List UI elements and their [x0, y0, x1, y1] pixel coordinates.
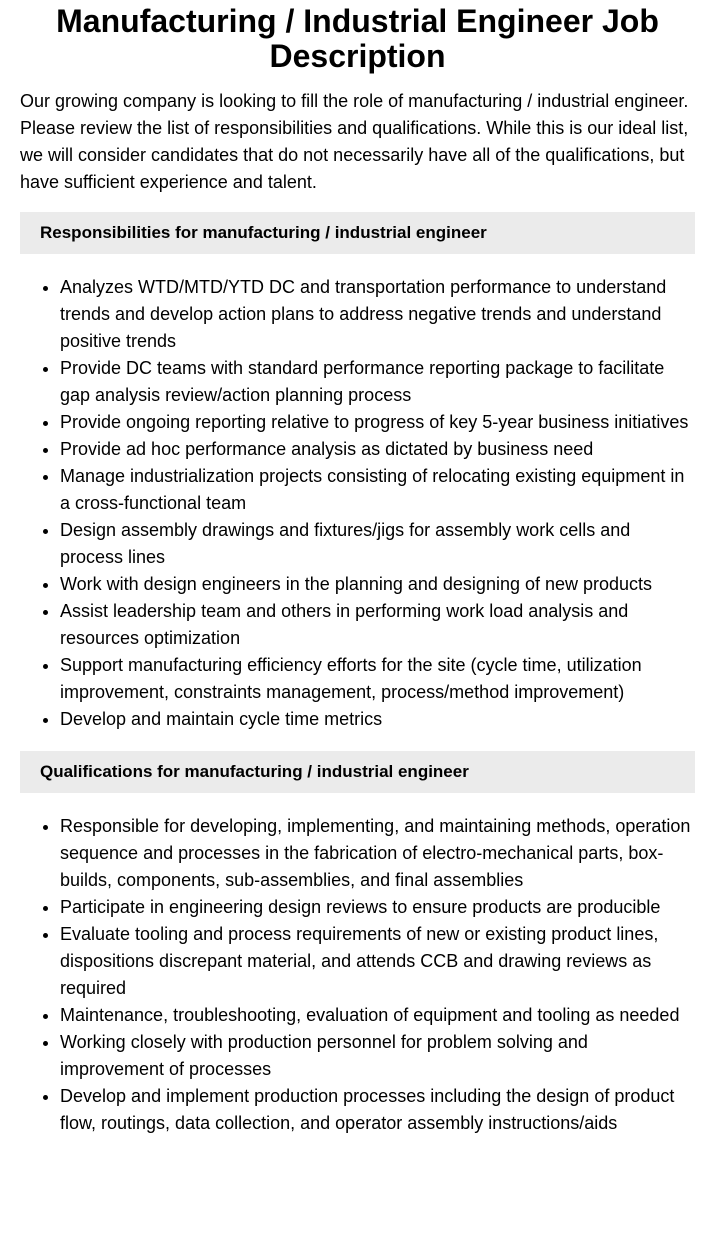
list-item: • Maintenance, troubleshooting, evaluation of equipment and tooling as needed — [60, 1002, 695, 1029]
list-item: • Provide DC teams with standard performance reporting package to facilitate gap analysis review/action planning process — [60, 355, 695, 409]
intro-paragraph: Our growing company is looking to fill the role of manufacturing / industrial engineer. Please review the list of responsibilities and qualifications. While this is our ideal list, we will consider candidates that do not necessarily have all of the qualifications, but have sufficient experience and talent. — [20, 91, 689, 192]
page-title: Manufacturing / Industrial Engineer Job Description — [56, 3, 659, 74]
list-item: • Develop and implement production processes including the design of product flow, routings, data collection, and operator assembly instructions/aids — [60, 1083, 695, 1137]
list-item: • Manage industrialization projects consisting of relocating existing equipment in a cross-functional team — [60, 463, 695, 517]
list-item: • Provide ad hoc performance analysis as dictated by business need — [60, 436, 695, 463]
list-item: • Evaluate tooling and process requirements of new or existing product lines, dispositions discrepant material, and attends CCB and drawing reviews as required — [60, 921, 695, 1002]
list-item: • Provide ongoing reporting relative to progress of key 5-year business initiatives — [60, 409, 695, 436]
list-item: • Working closely with production personnel for problem solving and improvement of processes — [60, 1029, 695, 1083]
list-item: • Analyzes WTD/MTD/YTD DC and transportation performance to understand trends and develop action plans to address negative trends and understand positive trends — [60, 274, 695, 355]
responsibilities-heading: Responsibilities for manufacturing / industrial engineer — [20, 212, 695, 254]
job-description — [0, 4, 720, 1137]
list-item: • Assist leadership team and others in performing work load analysis and resources optimization — [60, 598, 695, 652]
list-item: • Participate in engineering design reviews to ensure products are producible — [60, 894, 695, 921]
list-item: • Work with design engineers in the planning and designing of new products — [60, 571, 695, 598]
qualifications-list — [20, 813, 695, 1137]
list-item: • Design assembly drawings and fixtures/jigs for assembly work cells and process lines — [60, 517, 695, 571]
qualifications-heading: Qualifications for manufacturing / industrial engineer — [20, 751, 695, 793]
responsibilities-list — [20, 274, 695, 733]
list-item: • Develop and maintain cycle time metrics — [60, 706, 695, 733]
list-item: • Support manufacturing efficiency efforts for the site (cycle time, utilization improvement, constraints management, process/method improvement) — [60, 652, 695, 706]
list-item: • Responsible for developing, implementing, and maintaining methods, operation sequence and processes in the fabrication of electro-mechanical parts, box-builds, components, sub-assemblies, and final assemblies — [60, 813, 695, 894]
